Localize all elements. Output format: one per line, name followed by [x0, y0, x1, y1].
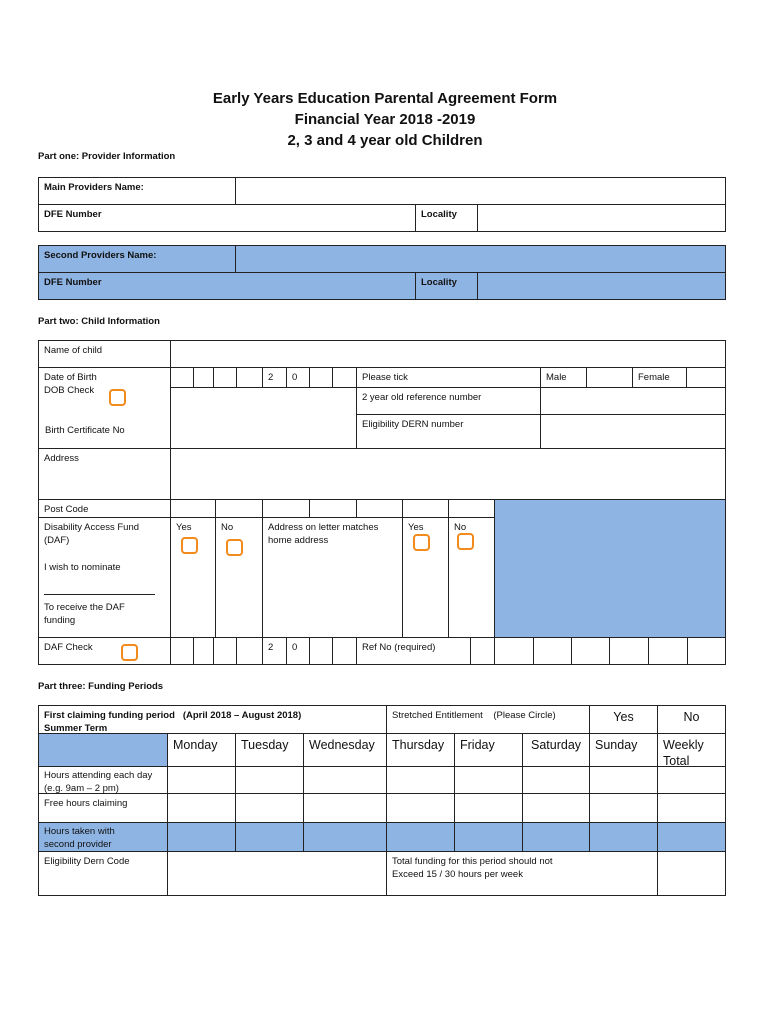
postcode-box[interactable] [309, 499, 357, 518]
postcode-box[interactable] [262, 499, 310, 518]
second-hours-cell[interactable] [167, 822, 236, 852]
daf-year-digit: 0 [286, 637, 310, 665]
second-provider-label: Second Providers Name: [38, 245, 236, 273]
dob-check-box[interactable] [109, 389, 126, 406]
daf-check-label: DAF Check [38, 637, 171, 665]
days-header-blank [38, 733, 168, 767]
dob-label-cell: Date of Birth DOB Check Birth Certificate No [38, 367, 171, 449]
eligibility-dern-code-label: Eligibility Dern Code [38, 851, 168, 896]
day-header: Thursday [386, 733, 455, 767]
hours-cell[interactable] [167, 766, 236, 794]
ref-no-box[interactable] [470, 637, 495, 665]
free-hours-cell[interactable] [235, 793, 304, 823]
dob-digit-box[interactable] [170, 367, 194, 388]
postcode-box[interactable] [448, 499, 495, 518]
form-title: Early Years Education Parental Agreement Form [212, 90, 558, 107]
daf-digit-box[interactable] [170, 637, 194, 665]
weekly-total-header: Weekly Total [657, 733, 726, 767]
main-provider-label: Main Providers Name: [38, 177, 236, 205]
dfe-number-field[interactable]: DFE Number [38, 204, 416, 232]
female-tick-box[interactable] [686, 367, 726, 388]
daf-check-box[interactable] [121, 644, 138, 661]
free-hours-cell[interactable] [589, 793, 658, 823]
first-claim-cell: First claiming funding period (April 2018 – August 2018) Summer Term [38, 705, 387, 734]
ref-no-box[interactable] [609, 637, 649, 665]
match-no-tick-box[interactable] [457, 533, 474, 550]
day-header: Saturday [522, 733, 590, 767]
day-header: Tuesday [235, 733, 304, 767]
day-header: Wednesday [303, 733, 387, 767]
total-funding-note: Total funding for this period should not Exceed 15 / 30 hours per week [386, 851, 658, 896]
birth-cert-input[interactable] [170, 387, 357, 449]
free-hours-cell[interactable] [522, 793, 590, 823]
dob-year-digit: 2 [262, 367, 287, 388]
ref-no-box[interactable] [533, 637, 572, 665]
locality-label: Locality [415, 204, 478, 232]
address-label: Address [38, 448, 171, 500]
second-hours-cell[interactable] [303, 822, 387, 852]
locality-2-input[interactable] [477, 272, 726, 300]
match-no-cell: No [448, 517, 495, 638]
two-year-ref-input[interactable] [540, 387, 726, 415]
ref-no-box[interactable] [687, 637, 726, 665]
eligibility-dern-input[interactable] [540, 414, 726, 449]
hours-cell[interactable] [522, 766, 590, 794]
stretched-cell: Stretched Entitlement (Please Circle) [386, 705, 590, 734]
postcode-box[interactable] [356, 499, 403, 518]
second-hours-cell[interactable] [235, 822, 304, 852]
daf-digit-box[interactable] [193, 637, 214, 665]
please-tick-label: Please tick [356, 367, 541, 388]
free-hours-cell[interactable] [386, 793, 455, 823]
address-match-cell: Address on letter matches home address [262, 517, 403, 638]
postcode-box[interactable] [170, 499, 216, 518]
postcode-box[interactable] [402, 499, 449, 518]
age-group: 2, 3 and 4 year old Children [287, 132, 483, 149]
free-hours-cell[interactable] [303, 793, 387, 823]
dob-year-digit: 0 [286, 367, 310, 388]
second-hours-cell[interactable] [386, 822, 455, 852]
ref-no-label: Ref No (required) [356, 637, 471, 665]
free-hours-cell[interactable] [454, 793, 523, 823]
hours-cell[interactable] [454, 766, 523, 794]
daf-digit-box[interactable] [332, 637, 357, 665]
free-hours-total-cell[interactable] [657, 793, 726, 823]
daf-yes-cell: Yes [170, 517, 216, 638]
day-header: Sunday [589, 733, 658, 767]
dob-digit-box[interactable] [213, 367, 237, 388]
dob-digit-box[interactable] [332, 367, 357, 388]
nominate-line[interactable] [44, 594, 155, 595]
postcode-label: Post Code [38, 499, 171, 518]
dfe-number-2-field[interactable]: DFE Number [38, 272, 416, 300]
stretched-no-option[interactable]: No [657, 705, 726, 734]
daf-no-cell: No [215, 517, 263, 638]
hours-total-cell[interactable] [657, 766, 726, 794]
dob-digit-box[interactable] [193, 367, 214, 388]
ref-no-box[interactable] [648, 637, 688, 665]
match-yes-tick-box[interactable] [413, 534, 430, 551]
second-provider-input[interactable] [235, 245, 726, 273]
hours-cell[interactable] [303, 766, 387, 794]
main-provider-input[interactable] [235, 177, 726, 205]
hours-cell[interactable] [235, 766, 304, 794]
male-tick-box[interactable] [586, 367, 633, 388]
financial-year: Financial Year 2018 -2019 [294, 111, 476, 128]
daf-digit-box[interactable] [213, 637, 237, 665]
second-hours-cell[interactable] [589, 822, 658, 852]
ref-no-box[interactable] [571, 637, 610, 665]
day-header: Monday [167, 733, 236, 767]
second-hours-cell[interactable] [522, 822, 590, 852]
hours-cell[interactable] [386, 766, 455, 794]
dob-digit-box[interactable] [236, 367, 263, 388]
locality-input[interactable] [477, 204, 726, 232]
free-hours-label: Free hours claiming [38, 793, 168, 823]
eligibility-dern-label: Eligibility DERN number [356, 414, 541, 449]
free-hours-cell[interactable] [167, 793, 236, 823]
ref-no-box[interactable] [494, 637, 534, 665]
daf-year-digit: 2 [262, 637, 287, 665]
female-label: Female [632, 367, 687, 388]
second-hours-total-cell[interactable] [657, 822, 726, 852]
daf-no-tick-box[interactable] [226, 539, 243, 556]
postcode-box[interactable] [215, 499, 263, 518]
hours-cell[interactable] [589, 766, 658, 794]
part-three-heading: Part three: Funding Periods [38, 681, 164, 692]
daf-digit-box[interactable] [309, 637, 333, 665]
child-name-label: Name of child [38, 340, 171, 368]
daf-yes-tick-box[interactable] [181, 537, 198, 554]
shaded-block [494, 499, 726, 638]
match-yes-cell: Yes [402, 517, 449, 638]
daf-label-cell: Disability Access Fund (DAF) I wish to nominate To receive the DAF funding [38, 517, 171, 638]
eligibility-dern-code-input[interactable] [167, 851, 387, 896]
part-two-heading: Part two: Child Information [38, 316, 160, 327]
child-name-input[interactable] [170, 340, 726, 368]
second-provider-hours-label: Hours taken with second provider [38, 822, 168, 852]
dob-digit-box[interactable] [309, 367, 333, 388]
locality-2-label: Locality [415, 272, 478, 300]
two-year-ref-label: 2 year old reference number [356, 387, 541, 415]
daf-digit-box[interactable] [236, 637, 263, 665]
hours-attending-label: Hours attending each day (e.g. 9am – 2 pm) [38, 766, 168, 794]
second-hours-cell[interactable] [454, 822, 523, 852]
address-input[interactable] [170, 448, 726, 500]
stretched-yes-option[interactable]: Yes [589, 705, 658, 734]
day-header: Friday [454, 733, 523, 767]
total-funding-cell[interactable] [657, 851, 726, 896]
part-one-heading: Part one: Provider Information [38, 151, 176, 162]
male-label: Male [540, 367, 587, 388]
